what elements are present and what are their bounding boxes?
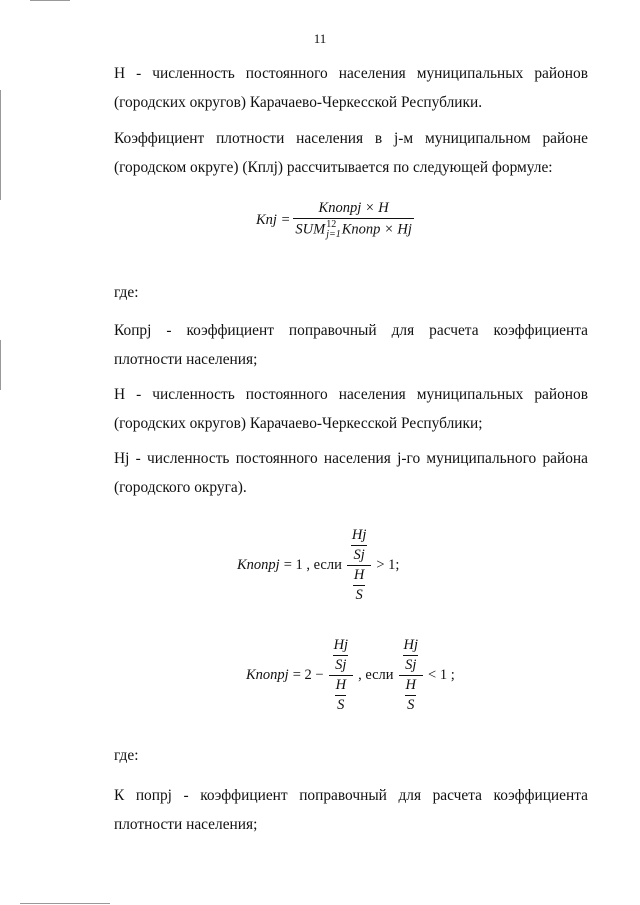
where-label: где: [114,284,139,301]
paragraph-line: Нj - численность постоянного населения j-го муниципального района [114,450,588,467]
scan-edge-mark [0,90,1,200]
fraction-numerator: H [353,567,365,583]
paragraph-line: Н - численность постоянного населения муниципальных районов [114,386,588,403]
fraction-numerator: Hj [333,637,349,653]
fraction-denominator: Sj [405,657,417,673]
formula-kopr-case-1 [237,527,399,604]
paragraph-kop-definition-2 [86,781,588,839]
formula-numerator: Knonpj × H [318,200,389,216]
compound-fraction [327,637,356,714]
fraction-denominator: S [407,697,415,713]
fraction-denominator: Sj [335,657,347,673]
formula-text: = 2 − [292,667,324,683]
formula-text: = 1 , если [283,557,342,573]
paragraph-hj-definition [86,444,588,502]
paragraph-line: плотности населения; [114,816,258,833]
paragraph-line: (городского округа). [114,479,247,496]
formula-fraction [293,200,414,240]
paragraph-kop-definition [86,316,588,374]
scan-edge-mark [0,340,1,390]
formula-relation: < 1 ; [428,667,455,683]
formula-lhs: Knj = [256,211,291,228]
sum-symbol: SUM [295,221,326,238]
paragraph-line: Н - численность постоянного населения муниципальных районов [114,65,588,82]
formula-denominator [293,218,414,240]
paragraph-line: (городском округе) (Кплj) рассчитывается по следующей формуле: [114,159,553,176]
formula-density [256,200,417,240]
fraction-numerator: H [405,677,417,693]
paragraph-line: (городских округов) Карачаево-Черкесской Республики; [114,415,483,432]
sum-upper-limit: 12 [326,219,337,230]
scan-edge-mark [20,903,110,904]
formula-kopr-case-2 [246,637,455,714]
paragraph-h-definition [86,59,588,117]
sum-limits [326,220,341,240]
fraction-denominator: S [355,587,363,603]
formula-lhs: Knonpj [237,557,280,573]
fraction-numerator: Hj [403,637,419,653]
compound-fraction [345,527,374,604]
formula-relation: > 1; [376,557,400,573]
formula-lhs: Knonpj [246,667,289,683]
denominator-term: Knonp × Hj [341,221,412,238]
fraction-denominator: Sj [353,547,365,563]
scan-edge-mark [30,0,70,1]
paragraph-line: К попрj - коэффициент поправочный для расчета коэффициента [114,787,588,804]
paragraph-line: Коэффициент плотности населения в j-м муниципальном районе [114,130,588,147]
sum-lower-limit: j=1 [326,229,341,240]
paragraph-density-coefficient [86,124,588,182]
paragraph-h-definition-2 [86,380,588,438]
fraction-numerator: Hj [351,527,367,543]
where-label: где: [114,747,139,764]
fraction-denominator: S [337,697,345,713]
paragraph-line: плотности населения; [114,351,258,368]
page-number: 11 [313,31,327,46]
formula-text: , если [358,667,394,683]
compound-fraction [397,637,426,714]
paragraph-line: (городских округов) Карачаево-Черкесской Республики. [114,94,483,111]
fraction-numerator: H [335,677,347,693]
paragraph-line: Копрj - коэффициент поправочный для расчета коэффициента [114,322,588,339]
